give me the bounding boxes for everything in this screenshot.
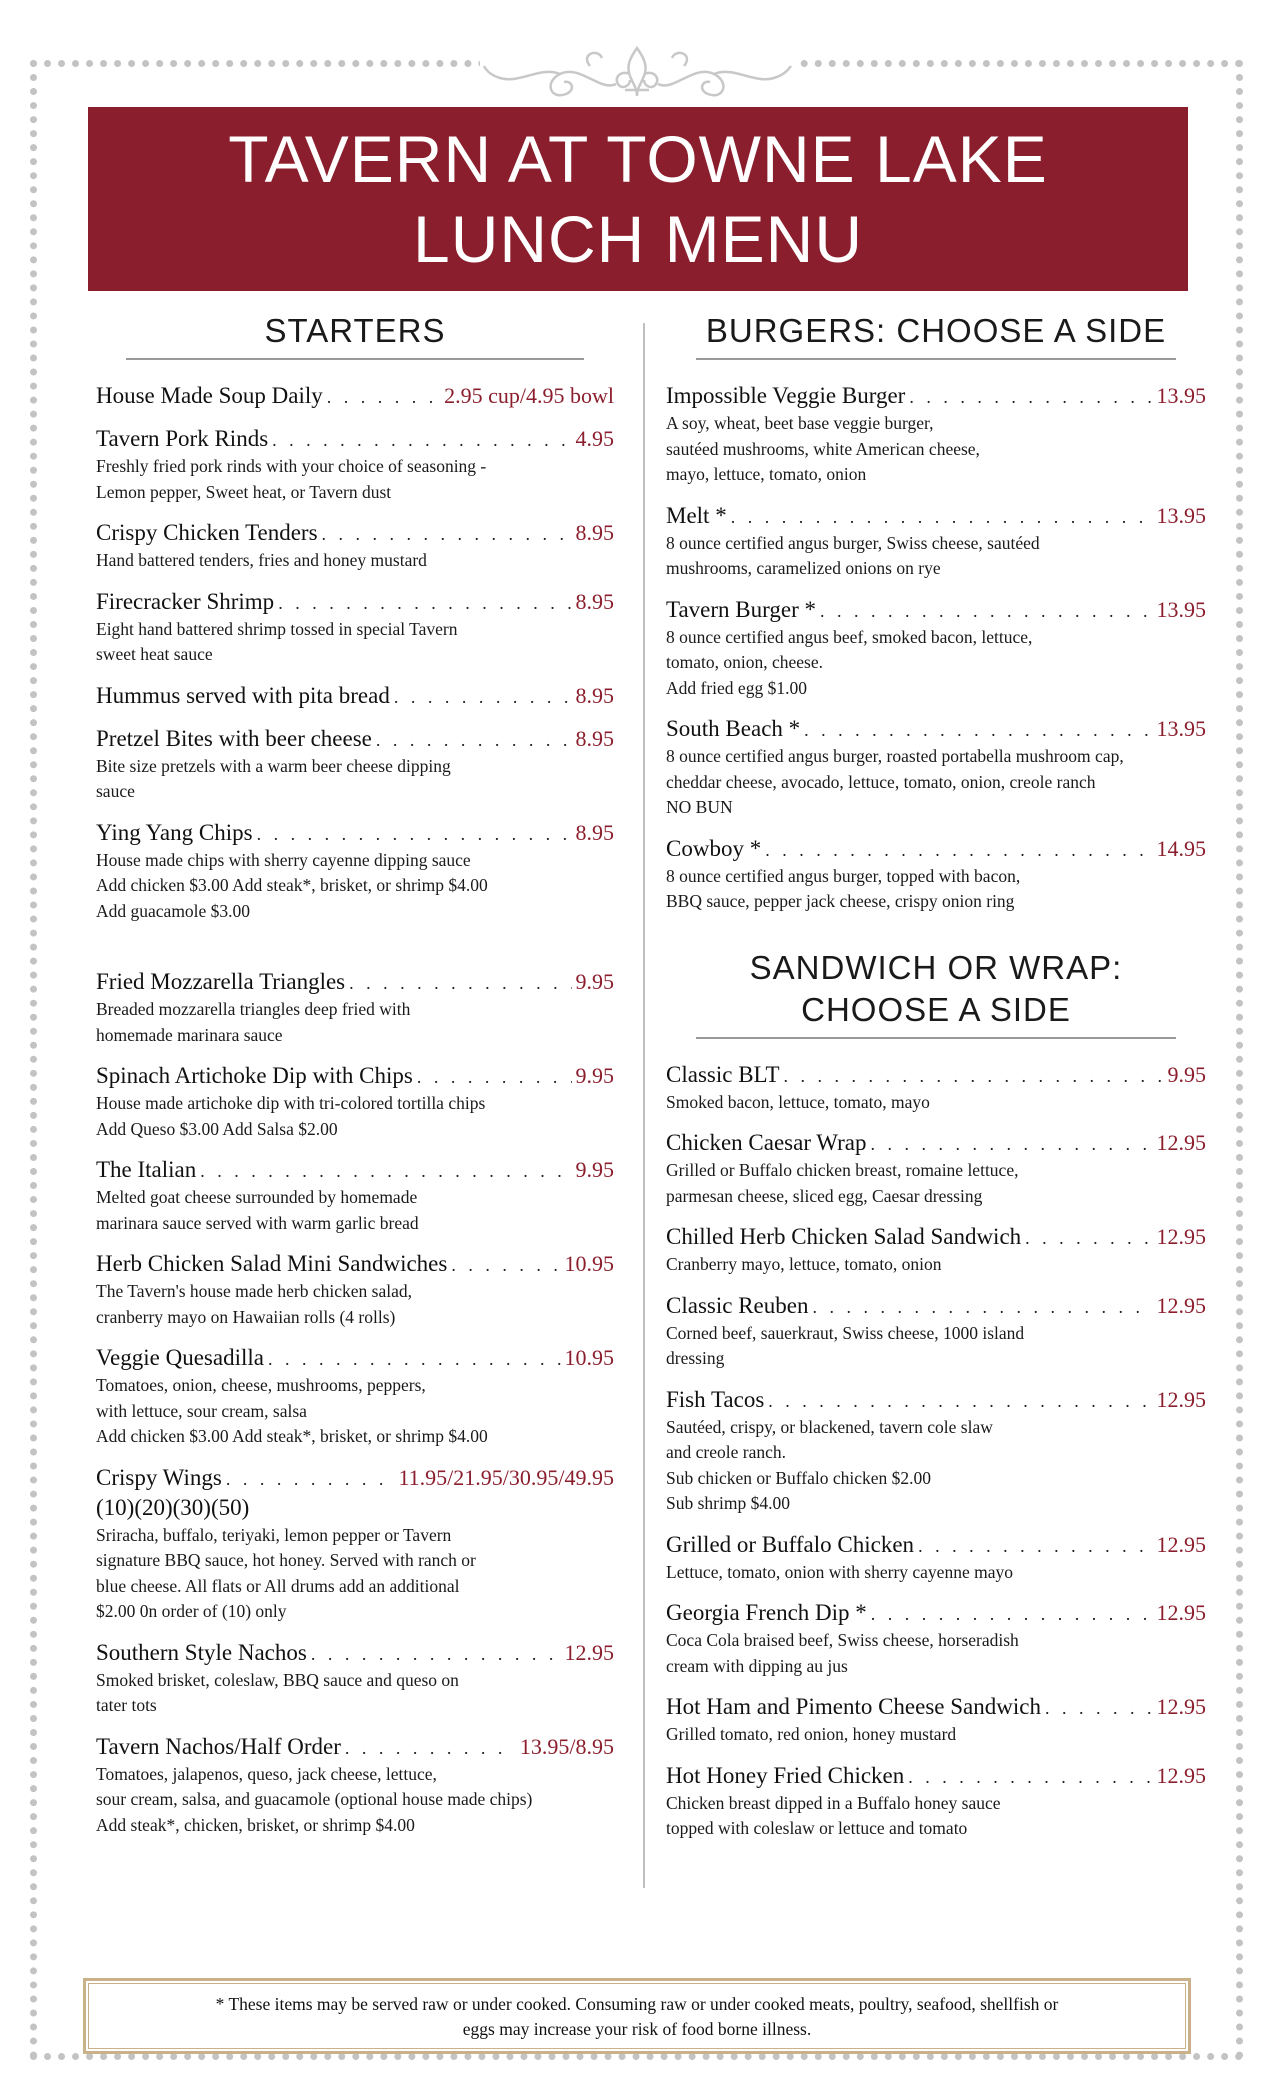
menu-item [96,519,614,574]
menu-item [96,1733,614,1839]
description-line: blue cheese. All flats or All drums add an additional [96,1575,460,1596]
dot-leader [765,836,1152,864]
description-line: Melted goat cheese surrounded by homemade [96,1187,418,1207]
section-rule [126,358,584,360]
menu-item-description [666,1791,1206,1842]
menu-item [666,596,1206,702]
menu-item-name: Cowboy * [666,835,762,861]
burgers-list [666,382,1206,915]
menu-item-header [666,1693,1206,1722]
menu-item-price: 13.95 [1156,596,1206,622]
description-line: Freshly fried pork rinds with your choice of seasoning - [96,456,487,476]
menu-item-header [96,1344,614,1373]
menu-item [666,1531,1206,1586]
menu-item-header [666,1292,1206,1321]
menu-item-price: 8.95 [575,725,614,751]
menu-item [666,1129,1206,1209]
burgers-heading: BURGERS: CHOOSE A SIDE [705,312,1167,349]
dot-leader [349,969,571,997]
description-line: Grilled or Buffalo chicken breast, romaine lettuce, [666,1160,1019,1180]
menu-item-price: 12.95 [564,1639,614,1665]
menu-title: LUNCH MENU [412,202,864,276]
menu-item-header [666,1129,1206,1158]
menu-item-name: Classic Reuben [666,1292,809,1318]
menu-item-description [96,548,614,574]
menu-item-name: Tavern Burger * [666,596,816,622]
dot-leader [257,820,572,848]
sandwiches-list [666,1061,1206,1842]
description-line: Tomatoes, onion, cheese, mushrooms, peppers, [96,1375,426,1395]
menu-item-name: Firecracker Shrimp [96,588,275,614]
menu-item-header [96,1464,614,1493]
menu-item-price: 8.95 [575,520,614,545]
menu-item-header [666,715,1206,744]
description-line: homemade marinara sauce [96,1024,283,1045]
menu-item-header [666,1531,1206,1560]
menu-item-price: 14.95 [1156,835,1206,861]
dot-leader [322,520,572,548]
description-line: 8 ounce certified angus burger, roasted portabella mushroom cap, [666,746,1124,766]
menu-item-price: 9.95 [1167,1061,1206,1087]
menu-item [96,382,614,411]
menu-item-header [96,1062,614,1091]
description-line: Smoked brisket, coleslaw, BBQ sauce and queso on [96,1669,459,1690]
menu-item-sizes: (10)(20)(30)(50) [96,1494,250,1520]
description-line: Add Queso $3.00 Add Salsa $2.00 [96,1118,338,1139]
menu-item [666,382,1206,488]
menu-item-description [96,1279,614,1330]
menu-item [96,588,614,668]
section-rule [696,358,1176,360]
description-line: 8 ounce certified angus beef, smoked bacon, lettuce, [666,626,1033,647]
menu-item-header [96,1733,614,1762]
menu-item-description [96,617,614,668]
dot-leader [908,1763,1152,1791]
dot-leader [345,1734,516,1762]
description-line: Add steak*, chicken, brisket, or shrimp $4.00 [96,1814,415,1835]
sandwich-heading-line2: CHOOSE A SIDE [801,990,1071,1028]
menu-item-description [96,848,614,925]
menu-item-price: 8.95 [575,682,614,708]
menu-item [666,715,1206,821]
dot-leader [1045,1694,1153,1722]
menu-item-header [96,819,614,848]
description-line: Lettuce, tomato, onion with sherry cayenne mayo [666,1561,1013,1582]
description-line: Sautéed, crispy, or blackened, tavern cole slaw [666,1416,993,1437]
menu-item-name: Grilled or Buffalo Chicken [666,1531,915,1557]
menu-item-description [666,1560,1206,1586]
menu-item-header [96,968,614,997]
disclaimer-line-2: eggs may increase your risk of food borne illness. [462,2019,812,2039]
menu-item-name: Pretzel Bites with beer cheese [96,725,372,751]
menu-item-price: 12.95 [1156,1531,1206,1557]
menu-item-description [666,864,1206,915]
description-line: Lemon pepper, Sweet heat, or Tavern dust [96,481,392,502]
description-line: House made artichoke dip with tri-colored tortilla chips [96,1093,486,1113]
menu-item-price: 4.95 [575,426,614,451]
dot-leader [1025,1224,1152,1252]
menu-item-name: Ying Yang Chips [96,819,253,845]
description-line: Eight hand battered shrimp tossed in special Tavern [96,618,458,639]
menu-item-price: 12.95 [1156,1224,1206,1249]
menu-item-description [666,411,1206,488]
menu-item-description [666,1321,1206,1372]
menu-item-description [96,997,614,1048]
description-line: with lettuce, sour cream, salsa [96,1400,307,1421]
menu-item-description [96,754,614,805]
dot-leader [870,1130,1152,1158]
menu-item-header [666,1223,1206,1252]
dot-leader [731,503,1153,531]
menu-item-price: 12.95 [1156,1386,1206,1412]
menu-item [666,1693,1206,1748]
menu-item-price: 11.95/21.95/30.95/49.95 [398,1464,614,1490]
description-line: House made chips with sherry cayenne dipping sauce [96,849,471,870]
description-line: Breaded mozzarella triangles deep fried with [96,999,411,1019]
sandwich-heading [666,947,1206,1031]
menu-title-banner [88,107,1188,291]
menu-item-name: Crispy Chicken Tenders [96,520,318,545]
description-line: cranberry mayo on Hawaiian rolls (4 rolls) [96,1306,396,1327]
menu-item-header [96,588,614,617]
menu-item-description [96,1373,614,1450]
menu-item-name: Hot Ham and Pimento Cheese Sandwich [666,1694,1041,1719]
description-line: tomato, onion, cheese. [666,652,823,672]
description-line: and creole ranch. [666,1442,786,1462]
dot-leader [394,683,572,711]
menu-item-price: 10.95 [564,1345,614,1370]
menu-item-description [666,744,1206,821]
menu-item-name: Crispy Wings [96,1464,222,1490]
menu-item-description [96,1091,614,1142]
sandwich-heading-line1: SANDWICH OR WRAP: [749,948,1123,986]
menu-item-description [96,1762,614,1839]
disclaimer-line-1: * These items may be served raw or under cooked. Consuming raw or under cooked meats, poultry, seafood, shellfish or [215,1994,1059,2014]
menu-item [96,1464,614,1625]
menu-item-header [96,519,614,548]
menu-item-price: 13.95 [1156,502,1206,528]
dot-leader [812,1293,1152,1321]
description-line: dressing [666,1348,725,1368]
menu-item [666,835,1206,915]
menu-item-price: 9.95 [575,1063,614,1088]
menu-item [666,1762,1206,1842]
menu-item-header [666,596,1206,625]
menu-item-name: Hummus served with pita bread [96,682,390,708]
menu-item-price: 12.95 [1156,1130,1206,1155]
menu-item-name: South Beach * [666,716,801,741]
menu-item-description [666,625,1206,702]
description-line: The Tavern's house made herb chicken salad, [96,1281,412,1301]
menu-item [96,682,614,711]
menu-item-name: Impossible Veggie Burger [666,383,906,408]
description-line: Grilled tomato, red onion, honey mustard [666,1724,957,1744]
menu-item [96,968,614,1048]
menu-item-header [96,682,614,711]
menu-item-price: 9.95 [575,1157,614,1182]
description-line: sautéed mushrooms, white American cheese, [666,438,980,459]
menu-item-name: Hot Honey Fried Chicken [666,1762,905,1788]
description-line: Sub shrimp $4.00 [666,1493,790,1513]
menu-item [96,425,614,505]
menu-item-header [96,425,614,454]
dot-leader [451,1251,560,1279]
description-line: $2.00 0n order of (10) only [96,1601,287,1621]
description-line: Smoked bacon, lettuce, tomato, mayo [666,1091,930,1112]
menu-item-price: 9.95 [575,969,614,994]
description-line: Hand battered tenders, fries and honey mustard [96,550,427,570]
description-line: parmesan cheese, sliced egg, Caesar dressing [666,1185,983,1206]
menu-item-price: 10.95 [564,1251,614,1276]
description-line: Add chicken $3.00 Add steak*, brisket, or shrimp $4.00 [96,875,488,895]
menu-item-price: 13.95/8.95 [519,1733,614,1759]
menu-item [96,1250,614,1330]
section-rule [696,1037,1176,1039]
dot-leader [871,1600,1153,1628]
dot-leader [327,383,440,411]
dot-leader [272,426,571,454]
description-line: Coca Cola braised beef, Swiss cheese, horseradish [666,1630,1019,1650]
menu-item-price: 8.95 [575,588,614,614]
menu-item-name: House Made Soup Daily [96,383,323,408]
description-line: tater tots [96,1695,157,1715]
menu-item-header [96,725,614,754]
dot-leader [784,1062,1164,1090]
dot-leader [820,597,1153,625]
menu-item-header [666,1061,1206,1090]
menu-item-price: 12.95 [1156,1292,1206,1318]
menu-item-name: Spinach Artichoke Dip with Chips [96,1063,413,1088]
menu-item [666,1223,1206,1278]
menu-item [666,1386,1206,1517]
description-line: mayo, lettuce, tomato, onion [666,464,867,484]
description-line: sour cream, salsa, and guacamole (optional house made chips) [96,1789,533,1809]
description-line: Chicken breast dipped in a Buffalo honey sauce [666,1792,1001,1813]
menu-item-description [666,1722,1206,1748]
menu-item-header [666,1599,1206,1628]
description-line: sauce [96,781,135,801]
menu-item [96,1156,614,1236]
fleur-de-lis-ornament-icon [480,44,795,104]
menu-item-description [666,1415,1206,1517]
dot-leader [278,589,571,617]
description-line: marinara sauce served with warm garlic bread [96,1212,419,1233]
menu-item-description [96,1185,614,1236]
menu-item-description [666,1628,1206,1679]
description-line: BBQ sauce, pepper jack cheese, crispy onion ring [666,891,1015,911]
menu-item [96,1062,614,1142]
dot-leader [376,726,572,754]
description-line: Corned beef, sauerkraut, Swiss cheese, 1000 island [666,1322,1025,1343]
menu-item-name: Veggie Quesadilla [96,1345,264,1370]
menu-item-header [96,1156,614,1185]
menu-item-description [666,1090,1206,1116]
description-line: cheddar cheese, avocado, lettuce, tomato, onion, creole ranch [666,771,1096,792]
menu-item-name: Tavern Nachos/Half Order [96,1733,341,1759]
starters-list [96,382,614,1838]
description-line: Sriracha, buffalo, teriyaki, lemon pepper or Tavern [96,1524,452,1545]
menu-item-name: The Italian [96,1157,197,1182]
menu-item-price: 12.95 [1156,1762,1206,1788]
dot-leader [311,1640,561,1668]
menu-item-name: Classic BLT [666,1061,780,1087]
description-line: mushrooms, caramelized onions on rye [666,558,941,578]
menu-item [666,1599,1206,1679]
menu-item-header [666,835,1206,864]
description-line: Cranberry mayo, lettuce, tomato, onion [666,1254,942,1274]
menu-item-name: Fish Tacos [666,1386,765,1412]
menu-item-price: 12.95 [1156,1600,1206,1625]
description-line: Add fried egg $1.00 [666,677,807,698]
description-line: 8 ounce certified angus burger, topped with bacon, [666,865,1021,886]
menu-item-header [96,1639,614,1668]
restaurant-name: TAVERN AT TOWNE LAKE [228,122,1048,196]
description-line: 8 ounce certified angus burger, Swiss cheese, sautéed [666,532,1040,553]
menu-item-name: Herb Chicken Salad Mini Sandwiches [96,1251,448,1276]
description-line: Add guacamole $3.00 [96,900,251,921]
menu-item [96,1639,614,1719]
menu-item-name: Southern Style Nachos [96,1639,307,1665]
dot-leader [804,716,1152,744]
menu-item-price: 12.95 [1156,1694,1206,1719]
description-line: NO BUN [666,797,733,817]
description-line: Tomatoes, jalapenos, queso, jack cheese, lettuce, [96,1763,437,1784]
menu-item-header [666,1386,1206,1415]
description-line: Bite size pretzels with a warm beer cheese dipping [96,755,451,776]
menu-item-description [96,454,614,505]
menu-item-header [666,382,1206,411]
menu-item-description [96,1523,614,1625]
description-line: signature BBQ sauce, hot honey. Served with ranch or [96,1550,476,1570]
menu-item-price: 13.95 [1156,716,1206,741]
starters-column [96,310,614,1852]
dot-leader [200,1157,571,1185]
column-divider [643,323,645,1888]
description-line: sweet heat sauce [96,644,213,664]
menu-item-header [666,502,1206,531]
menu-item [666,1292,1206,1372]
menu-item-price: 13.95 [1156,383,1206,408]
dot-leader [918,1532,1152,1560]
dot-leader [268,1345,561,1373]
menu-item-name: Georgia French Dip * [666,1600,867,1625]
menu-item [96,819,614,925]
menu-item-header [666,1762,1206,1791]
menu-item-header [96,1250,614,1279]
dot-leader [909,383,1152,411]
description-line: Sub chicken or Buffalo chicken $2.00 [666,1467,932,1488]
menu-item-name: Fried Mozzarella Triangles [96,969,346,994]
dot-leader [226,1465,395,1493]
menu-item-header [96,382,614,411]
menu-item [666,502,1206,582]
menu-item-name: Chilled Herb Chicken Salad Sandwich [666,1224,1022,1249]
menu-item-price: 8.95 [575,819,614,845]
dot-leader [417,1063,572,1091]
menu-item-price: 2.95 cup/4.95 bowl [444,383,614,408]
menu-item [96,725,614,805]
starters-heading: STARTERS [264,312,446,349]
menu-item-description [666,531,1206,582]
description-line: cream with dipping au jus [666,1655,848,1676]
menu-item-name: Chicken Caesar Wrap [666,1130,867,1155]
right-column [666,310,1206,1856]
menu-item-name: Tavern Pork Rinds [96,426,269,451]
menu-item-name: Melt * [666,502,727,528]
disclaimer-text [88,1983,1186,2049]
description-line: A soy, wheat, beet base veggie burger, [666,413,934,433]
description-line: topped with coleslaw or lettuce and tomato [666,1818,968,1838]
menu-item-description [666,1252,1206,1278]
menu-item [96,1344,614,1450]
menu-item-description [96,1668,614,1719]
menu-item-description [666,1158,1206,1209]
menu-item [666,1061,1206,1116]
raw-food-disclaimer [83,1978,1191,2054]
dot-leader [768,1387,1152,1415]
description-line: Add chicken $3.00 Add steak*, brisket, or shrimp $4.00 [96,1426,488,1446]
